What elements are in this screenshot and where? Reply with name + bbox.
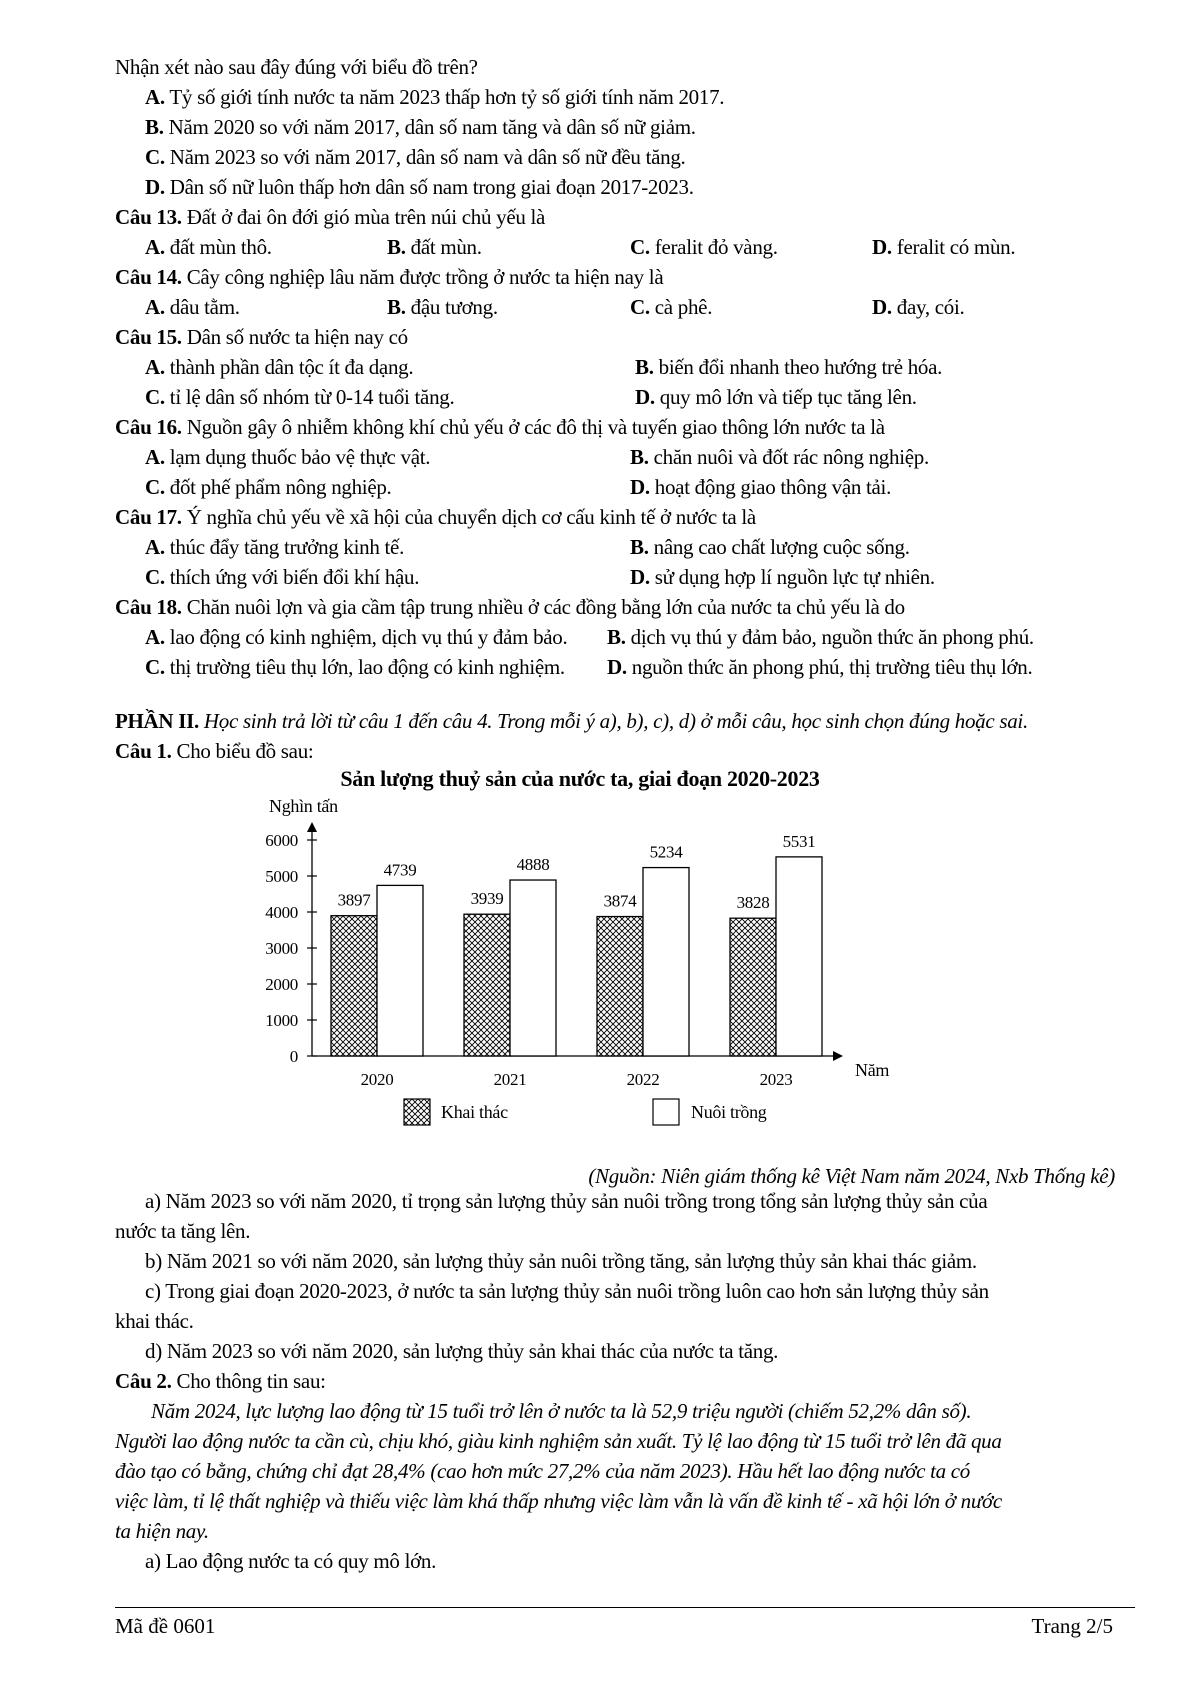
bar-khai-thac	[331, 916, 377, 1056]
y-axis-arrow	[307, 822, 317, 832]
chart-container	[115, 766, 1135, 1186]
option-b: B. Năm 2020 so với năm 2017, dân số nam tăng và dân số nữ giảm.	[145, 115, 696, 139]
question-17-options-ab	[115, 532, 1135, 562]
question-13: Câu 13. Đất ở đai ôn đới gió mùa trên núi chủ yếu là	[115, 205, 546, 229]
question-15-options-cd	[115, 382, 1135, 412]
exam-code: Mã đề 0601	[115, 1614, 216, 1638]
question-18-options-ab	[115, 622, 1135, 652]
data-label: 3828	[736, 893, 770, 913]
bar-nuoi-trong	[510, 880, 556, 1056]
option-c: C. feralit đỏ vàng.	[630, 235, 778, 259]
info-paragraph-line: Người lao động nước ta cần cù, chịu khó, giàu kinh nghiệm sản xuất. Tỷ lệ lao động từ 15 tuổi trở lên đã qua	[115, 1429, 1002, 1453]
question-18: Câu 18. Chăn nuôi lợn và gia cầm tập trung nhiều ở các đồng bằng lớn của nước ta chủ yếu là do	[115, 595, 905, 619]
option-d: D. nguồn thức ăn phong phú, thị trường tiêu thụ lớn.	[607, 655, 1033, 679]
y-tick-label: 0	[289, 1047, 298, 1066]
y-tick-label: 3000	[265, 939, 298, 958]
data-label: 4888	[516, 855, 550, 875]
option-d: D. Dân số nữ luôn thấp hơn dân số nam trong giai đoạn 2017-2023.	[145, 175, 694, 199]
x-tick-label: 2023	[759, 1070, 793, 1089]
legend-swatch-nuoi-trong	[653, 1099, 679, 1125]
question-16: Câu 16. Nguồn gây ô nhiễm không khí chủ yếu ở các đô thị và tuyến giao thông lớn nước ta là	[115, 415, 885, 439]
y-tick-label: 4000	[265, 903, 298, 922]
item-d: d) Năm 2023 so với năm 2020, sản lượng thủy sản khai thác của nước ta tăng.	[145, 1339, 779, 1363]
item-a-cont: nước ta tăng lên.	[115, 1219, 251, 1243]
option-d: D. feralit có mùn.	[872, 235, 1016, 259]
y-tick-label: 6000	[265, 831, 298, 850]
data-label: 3897	[337, 890, 371, 910]
chart-source: (Nguồn: Niên giám thống kê Việt Nam năm 2024, Nxb Thống kê)	[588, 1164, 1115, 1188]
info-paragraph-line: ta hiện nay.	[115, 1519, 209, 1543]
legend-label: Khai thác	[441, 1102, 508, 1122]
option-d: D. sử dụng hợp lí nguồn lực tự nhiên.	[630, 565, 935, 589]
option-c: C. đốt phế phẩm nông nghiệp.	[145, 475, 392, 499]
option-c: C. tỉ lệ dân số nhóm từ 0-14 tuổi tăng.	[145, 385, 455, 409]
page-number: Trang 2/5	[1031, 1614, 1113, 1638]
y-tick-label: 1000	[265, 1011, 298, 1030]
chart-title: Sản lượng thuỷ sản của nước ta, giai đoạn 2020-2023	[340, 766, 820, 791]
item-a: a) Năm 2023 so với năm 2020, tỉ trọng sản lượng thủy sản nuôi trồng trong tổng sản lượng thủy sản của	[145, 1189, 988, 1213]
question-13-options	[115, 232, 1135, 262]
option-a: A. lạm dụng thuốc bảo vệ thực vật.	[145, 445, 431, 469]
y-tick-label: 5000	[265, 867, 298, 886]
bar-khai-thac	[730, 918, 776, 1056]
bar-khai-thac	[464, 914, 510, 1056]
y-axis-label: Nghìn tấn	[269, 796, 338, 816]
question-c2: Câu 2. Cho thông tin sau:	[115, 1369, 326, 1393]
info-paragraph-line: việc làm, tỉ lệ thất nghiệp và thiếu việc làm khá thấp nhưng việc làm vẫn là vấn đề kinh tế - xã hội lớn ở nước	[115, 1489, 1002, 1513]
x-tick-label: 2022	[626, 1070, 660, 1089]
question-14-options	[115, 292, 1135, 322]
question-16-options-cd	[115, 472, 1135, 502]
part-2-heading: PHẦN II. Học sinh trả lời từ câu 1 đến câu 4. Trong mỗi ý a), b), c), d) ở mỗi câu, học sinh chọn đúng hoặc sai.	[115, 709, 1028, 733]
option-b: B. đậu tương.	[387, 295, 498, 319]
item-c-cont: khai thác.	[115, 1309, 194, 1333]
x-tick-label: 2020	[360, 1070, 394, 1089]
question-14: Câu 14. Cây công nghiệp lâu năm được trồng ở nước ta hiện nay là	[115, 265, 664, 289]
question-18-options-cd	[115, 652, 1135, 682]
data-label: 5531	[782, 831, 816, 851]
option-a: A. lao động có kinh nghiệm, dịch vụ thú y đảm bảo.	[145, 625, 568, 649]
option-b: B. dịch vụ thú y đảm bảo, nguồn thức ăn phong phú.	[607, 625, 1034, 649]
option-a: A. dâu tằm.	[145, 295, 240, 319]
option-a: A. Tỷ số giới tính nước ta năm 2023 thấp hơn tỷ số giới tính năm 2017.	[145, 85, 725, 109]
question-17: Câu 17. Ý nghĩa chủ yếu về xã hội của chuyển dịch cơ cấu kinh tế ở nước ta là	[115, 505, 756, 529]
bar-khai-thac	[597, 917, 643, 1056]
question-15-options-ab	[115, 352, 1135, 382]
option-c: C. cà phê.	[630, 295, 713, 319]
option-a: A. thành phần dân tộc ít đa dạng.	[145, 355, 414, 379]
question-c1: Câu 1. Cho biểu đồ sau:	[115, 739, 314, 763]
bar-chart	[115, 766, 1135, 1161]
option-d: D. đay, cói.	[872, 295, 965, 319]
option-b: B. chăn nuôi và đốt rác nông nghiệp.	[630, 445, 929, 469]
option-c: C. thích ứng với biến đổi khí hậu.	[145, 565, 420, 589]
legend-label: Nuôi trồng	[691, 1102, 767, 1122]
x-axis-arrow	[833, 1051, 843, 1061]
data-label: 5234	[649, 842, 683, 862]
x-tick-label: 2021	[493, 1070, 527, 1089]
info-paragraph-line: đào tạo có bằng, chứng chỉ đạt 28,4% (cao hơn mức 27,2% của năm 2023). Hầu hết lao động nước ta có	[115, 1459, 970, 1483]
bar-nuoi-trong	[776, 857, 822, 1056]
option-b: B. đất mùn.	[387, 235, 482, 259]
question-15: Câu 15. Dân số nước ta hiện nay có	[115, 325, 408, 349]
question-intro: Nhận xét nào sau đây đúng với biểu đồ trên?	[115, 55, 478, 79]
data-label: 3939	[470, 889, 504, 909]
y-tick-label: 2000	[265, 975, 298, 994]
question-16-options-ab	[115, 442, 1135, 472]
option-d: D. quy mô lớn và tiếp tục tăng lên.	[635, 385, 917, 409]
option-d: D. hoạt động giao thông vận tải.	[630, 475, 892, 499]
item-c: c) Trong giai đoạn 2020-2023, ở nước ta sản lượng thủy sản nuôi trồng luôn cao hơn sản lượng thủy sản	[145, 1279, 989, 1303]
option-a: A. đất mùn thô.	[145, 235, 272, 259]
bar-nuoi-trong	[377, 885, 423, 1056]
data-label: 3874	[603, 891, 637, 911]
exam-page	[115, 52, 1135, 1576]
option-b: B. biến đổi nhanh theo hướng trẻ hóa.	[635, 355, 943, 379]
info-paragraph-line: Năm 2024, lực lượng lao động từ 15 tuổi trở lên ở nước ta là 52,9 triệu người (chiếm 52,2% dân số).	[151, 1399, 972, 1423]
data-label: 4739	[383, 860, 417, 880]
page-footer	[115, 1607, 1135, 1639]
option-b: B. nâng cao chất lượng cuộc sống.	[630, 535, 910, 559]
legend-swatch-khai-thac	[404, 1099, 430, 1125]
item-b: b) Năm 2021 so với năm 2020, sản lượng thủy sản nuôi trồng tăng, sản lượng thủy sản khai thác giảm.	[145, 1249, 977, 1273]
option-c: C. Năm 2023 so với năm 2017, dân số nam và dân số nữ đều tăng.	[145, 145, 686, 169]
question-17-options-cd	[115, 562, 1135, 592]
x-axis-label: Năm	[855, 1060, 890, 1080]
item-a: a) Lao động nước ta có quy mô lớn.	[145, 1549, 437, 1573]
option-c: C. thị trường tiêu thụ lớn, lao động có kinh nghiệm.	[145, 655, 565, 679]
bar-nuoi-trong	[643, 868, 689, 1056]
option-a: A. thúc đẩy tăng trưởng kinh tế.	[145, 535, 405, 559]
